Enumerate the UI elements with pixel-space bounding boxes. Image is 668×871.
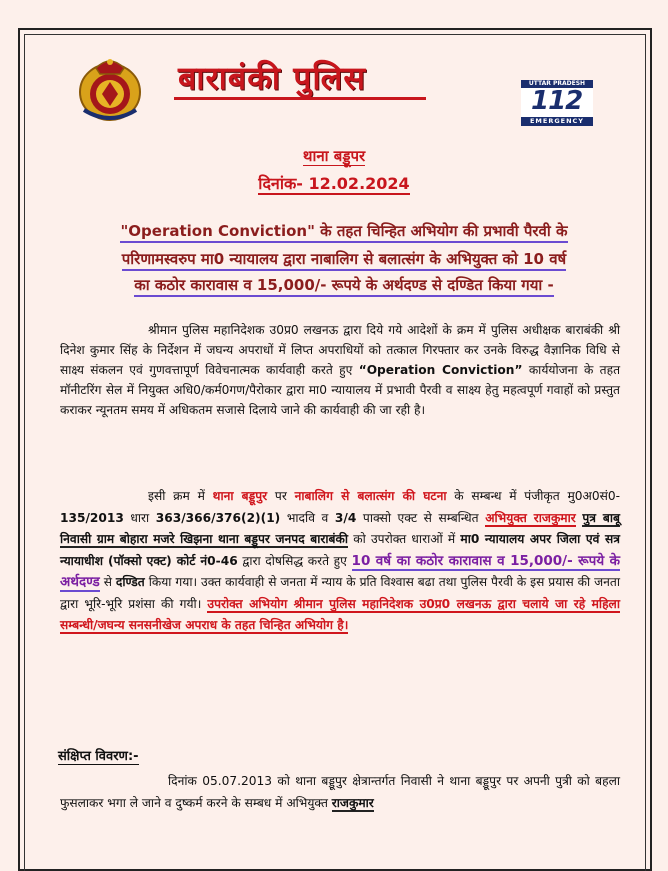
p2-dandit: दण्डित — [115, 575, 145, 589]
p2-c: के सम्बन्ध में पंजीकृत मु0अ0सं0- — [446, 489, 620, 503]
headline-line-1 — [74, 220, 614, 242]
p2-pocso: 3/4 — [334, 510, 357, 525]
p2-d: धारा — [123, 510, 156, 525]
paragraph-2 — [60, 486, 620, 637]
p2-resident: पुत्र बाबू निवासी ग्राम बोहारा मजरे खिझना थाना बड्डूपर जनपद बाराबंकी — [60, 510, 621, 546]
headline-text-1: "Operation Conviction" के तहत चिन्हित अभियोग की प्रभावी पैरवी के — [120, 222, 567, 243]
p2-j: से — [99, 575, 116, 589]
release-date: दिनांक- 12.02.2024 — [258, 174, 410, 193]
p2-h: को उपरोक्त धाराओं में — [348, 532, 461, 546]
p2-i: द्वारा दोषसिद्ध करते हुए — [237, 553, 352, 568]
emergency-state-label: UTTAR PRADESH — [521, 80, 593, 88]
headline-text-2: परिणामस्वरुप मा0 न्यायालय द्वारा नाबालिग से बलात्संग के अभियुक्त को 10 वर्ष — [122, 250, 566, 271]
p2-e: भादवि व — [280, 510, 335, 525]
headline-line-3 — [74, 274, 614, 296]
brand-underline — [174, 97, 426, 100]
summary-paragraph — [60, 770, 620, 814]
p2-a: इसी क्रम में — [148, 489, 213, 503]
up-police-emblem-icon — [76, 52, 144, 124]
emergency-label: EMERGENCY — [521, 117, 593, 126]
p2-court: मा0 न्यायालय अपर जिला एवं सत्र न्यायाधीश (पॉक्सो एक्ट) कोर्ट नं0-46 — [60, 532, 620, 568]
p1-operation: “Operation Conviction” — [358, 363, 523, 377]
p2-sentence: 10 वर्ष का कठोर कारावास व 15,000/- रूपये के अर्थदण्ड — [60, 552, 621, 590]
p2-thana: थाना बड्डूपुर — [212, 489, 268, 503]
summary-heading: संक्षिप्त विवरण:- — [58, 746, 139, 765]
p2-sections: 363/366/376(2)(1) — [155, 510, 281, 525]
date-line — [0, 172, 668, 194]
p2-ghatna: नाबालिग से बलात्संग की घटना — [294, 489, 447, 503]
p2-case-number: 135/2013 — [60, 510, 124, 525]
thana-line — [0, 146, 668, 166]
headline-line-2 — [74, 248, 614, 270]
p2-k: किया गया। उक्त कार्यवाही से जनता में न्याय के प्रति विश्वास बढा तथा पुलिस पैरवी के इस प्रयास की जनता द्वारा भूरि-भूरि प्रशंसा की गयी। — [60, 575, 620, 611]
brand-title: बाराबंकी पुलिस — [178, 59, 367, 97]
p2-accused: अभियुक्त राजकुमार — [485, 510, 576, 525]
p1-text-b: कार्ययोजना के तहत मॉनीटरिंग सेल में नियुक्त अधि0/कर्म0गण/पैरोकार द्वारा मा0 न्यायालय में प्रभावी पैरवी व साक्ष्य हेतु महत्वपूर्ण गवाहों को प्रस्तुत कराकर न्यूनतम समय में अधिकतम सजासे दिलाये जाने की कार्यवाही की जा रही है। — [60, 363, 621, 417]
headline-text-3: का कठोर कारावास व 15,000/- रूपये के अर्थदण्ड से दण्डित किया गया - — [134, 276, 554, 297]
paragraph-1 — [60, 320, 620, 420]
emergency-number: 112 — [531, 86, 583, 116]
p2-b: पर — [267, 489, 295, 503]
up112-emergency-logo — [521, 80, 593, 126]
p1-text-a: श्रीमान पुलिस महानिदेशक उ0प्र0 लखनऊ द्वारा दिये गये आदेशों के क्रम में पुलिस अधीक्षक बाराबंकी श्री दिनेश कुमार सिंह के निर्देशन में जघन्य अपराधों में लिप्त अपराधियों को तत्काल गिरफ्तार कर उनके विरुद्ध वैज्ञानिक विधि से साक्ष्य संकलन एवं गुणवत्तापूर्ण विवेचनात्मक कार्यवाही करते हुए — [60, 323, 620, 377]
p2-f: पाक्सो एक्ट से सम्बन्धित — [356, 510, 486, 525]
summary-accused-name: राजकुमार — [331, 796, 374, 810]
thana-name: थाना बड्डूपर — [302, 147, 366, 165]
summary-text: दिनांक 05.07.2013 को थाना बड्डूपुर क्षेत्रान्तर्गत निवासी ने थाना बड्डूपुर पर अपनी पुत्री को बहला फुसलाकर भगा ले जाने व दुष्कर्म करने के सम्बध में अभियुक्त — [60, 774, 620, 810]
p2-final-note: उपरोक्त अभियोग श्रीमान पुलिस महानिदेशक उ0प्र0 लखनऊ द्वारा चलाये जा रहे महिला सम्बन्धी/जघन्य सनसनीखेज अपराध के तहत चिन्हित अभियोग है। — [60, 596, 620, 632]
